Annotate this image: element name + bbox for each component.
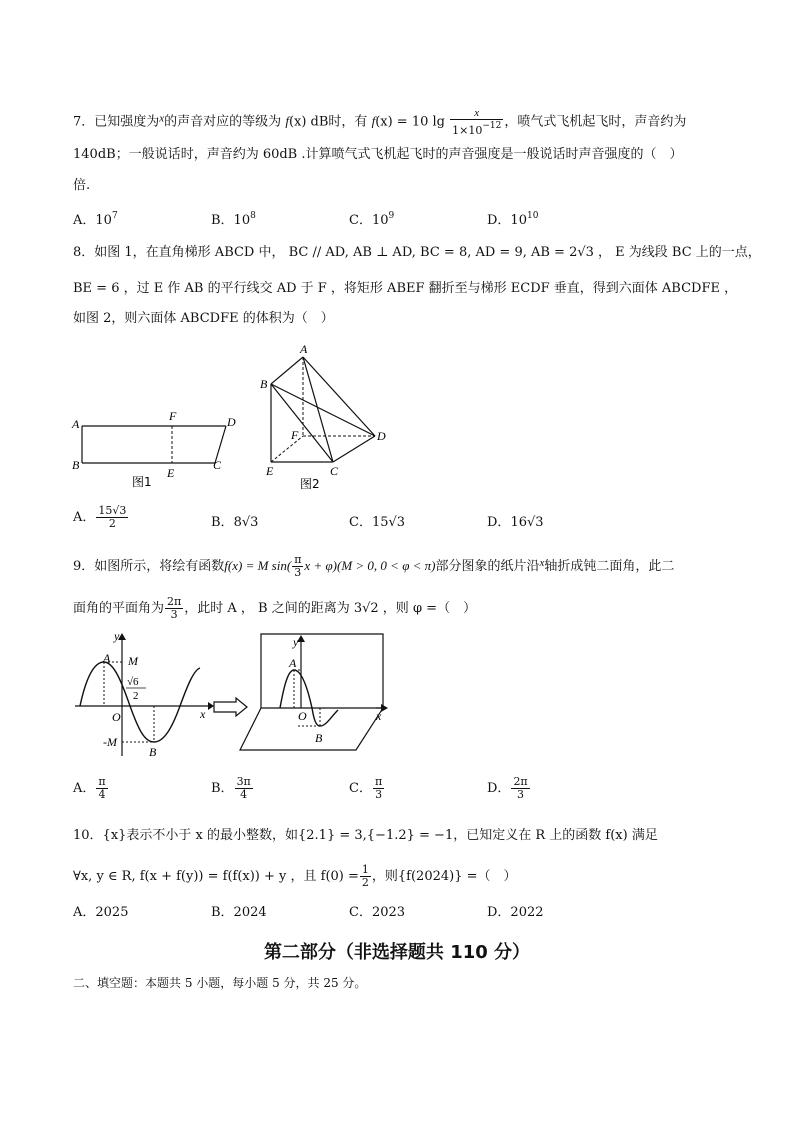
option-exp: 7 — [111, 211, 118, 221]
fig1-label-c: C — [213, 458, 222, 472]
frac-den: 3 — [170, 608, 178, 621]
option-label: A．10 — [73, 213, 112, 228]
fig1-label-a: A — [72, 417, 80, 431]
q7-frac-den: 1×10 — [452, 124, 483, 137]
option-value: 16√3 — [510, 515, 544, 530]
option-exp: 9 — [388, 211, 395, 221]
q7-fraction — [450, 107, 503, 137]
q9-text: 轴折成钝二面角，此二 — [544, 559, 675, 574]
fig1-label-f: F — [169, 409, 177, 423]
frac-den: 2 — [108, 517, 116, 530]
q10-option-b[interactable]: B．2024 — [211, 905, 267, 920]
q7-var: x — [159, 112, 165, 125]
frac-den: 3 — [375, 788, 383, 801]
fig2-label-a: A — [300, 342, 308, 356]
q9l-label-a: A — [103, 651, 111, 665]
q8-option-d[interactable] — [487, 513, 544, 533]
q8-option-a[interactable] — [73, 505, 129, 530]
frac-den: 3 — [517, 788, 525, 801]
option-value: 8√3 — [233, 515, 259, 530]
option-fraction — [373, 776, 384, 801]
q10-option-d[interactable]: D．2022 — [487, 905, 544, 920]
option-exp: 8 — [250, 211, 256, 221]
part2-subheading: 二、填空题：本题共 5 小题，每小题 5 分，共 25 分。 — [73, 976, 367, 990]
q9r-label-x: x — [376, 709, 382, 723]
q8-line1: 8．如图 1，在直角梯形 ABCD 中， BC // AD, AB ⊥ AD, BC = 8, AD = 9, AB = 2√3 ， E 为线段 BC 上的一点， — [73, 245, 761, 260]
option-fraction — [235, 776, 253, 801]
q9-text: 面角的平面角为 — [73, 601, 165, 616]
q8-figure-1 — [66, 400, 246, 495]
frac-den: 3 — [294, 566, 302, 579]
option-label: C．10 — [349, 213, 389, 228]
option-label: B． — [211, 781, 234, 796]
option-value: 15√3 — [371, 515, 406, 530]
q7-option-a[interactable] — [73, 206, 118, 231]
q10-option-c[interactable]: C．2023 — [349, 905, 406, 920]
q9-figure-right — [236, 630, 396, 755]
option-label: A． — [73, 781, 96, 796]
q9-text: ，此时 A ， B 之间的距离为 3√2 ，则 φ =（ ） — [184, 601, 477, 616]
q9l-label-o: O — [112, 710, 121, 724]
frac-num: 3π — [236, 775, 251, 788]
q7-frac-num: x — [450, 107, 503, 120]
option-label: B． — [211, 515, 234, 530]
q7-text: 的声音对应的等级为 — [164, 114, 282, 130]
q9l-label-y: y — [114, 629, 120, 643]
fig1-caption: 图1 — [132, 475, 152, 489]
q8-figure-2 — [255, 340, 395, 495]
fig2-label-e: E — [266, 464, 274, 478]
frac-den: 4 — [98, 788, 106, 801]
frac-num: 1 — [361, 863, 369, 876]
frac-den: 2 — [361, 876, 369, 889]
q9-option-d[interactable] — [487, 776, 531, 801]
q7-text: 7．已知强度为 — [73, 114, 160, 130]
frac-num: π — [294, 553, 302, 566]
q10-half — [360, 864, 371, 889]
fig2-label-b: B — [260, 377, 268, 391]
frac-num: π — [374, 775, 383, 788]
q7-option-c[interactable] — [349, 206, 394, 231]
option-label: C． — [349, 515, 372, 530]
q8-option-b[interactable] — [211, 513, 258, 533]
q7-option-b[interactable] — [211, 206, 256, 231]
q9l-label-2: 2 — [133, 690, 139, 702]
q7-frac-exp: −12 — [482, 121, 502, 131]
fig1-label-b: B — [72, 458, 80, 472]
q7-fx: f — [285, 113, 289, 129]
q7-fx: f — [371, 113, 376, 129]
q9-func: f(x) = M sin( — [224, 558, 292, 573]
fig2-label-d: D — [377, 429, 386, 443]
q10-line1: 10．{x}表示不小于 x 的最小整数，如{2.1} = 3,{−1.2} = −1，已知定义在 R 上的函数 f(x) 满足 — [73, 828, 658, 843]
q9-var: x — [539, 557, 545, 569]
q9l-label-b: B — [149, 745, 157, 759]
option-label: D． — [487, 515, 511, 530]
fig2-label-c: C — [330, 464, 339, 478]
option-label: B．10 — [211, 213, 251, 228]
q9-func: x + φ)(M > 0, 0 < φ < π) — [304, 558, 436, 573]
frac-num: 15√3 — [98, 504, 127, 517]
q9-line2 — [73, 596, 476, 621]
q9-angle-frac — [165, 596, 183, 621]
q9r-label-b: B — [315, 731, 323, 745]
frac-num: π — [98, 775, 106, 788]
q9-option-a[interactable] — [73, 776, 109, 801]
q7-line2: 140dB；一般说话时，声音约为 60dB .计算喷气式飞机起飞时的声音强度是一般说话时声音强度的（ ） — [73, 147, 683, 162]
q7-line1 — [73, 107, 686, 137]
q9l-label-m: M — [128, 654, 138, 668]
q8-option-c[interactable] — [349, 513, 405, 533]
part2-heading: 第二部分（非选择题共 110 分） — [263, 942, 531, 963]
q8-line3: 如图 2，则六面体 ABCDFE 的体积为（ ） — [73, 311, 334, 326]
option-label: D．10 — [487, 213, 527, 228]
q10-text: ∀x, y ∈ R, f(x + f(y)) = f(f(x)) + y ，且 f(0) = — [73, 869, 359, 884]
fig2-caption: 图2 — [300, 477, 320, 491]
frac-num: 2π — [513, 775, 528, 788]
q7-text: (x) dB时，有 — [288, 114, 368, 130]
q7-option-d[interactable] — [487, 206, 538, 231]
q9-frac — [292, 554, 303, 579]
q9r-label-y: y — [293, 635, 299, 649]
frac-num: 2π — [167, 595, 182, 608]
q9r-label-o: O — [298, 709, 307, 723]
q10-option-a[interactable]: A．2025 — [73, 905, 129, 920]
option-fraction — [96, 776, 107, 801]
q10-line2 — [73, 864, 517, 889]
q9-text: 部分图象的纸片沿 — [435, 559, 540, 574]
q7-line3: 倍. — [73, 178, 91, 193]
option-exp: 10 — [526, 211, 539, 221]
q9l-label-x: x — [200, 707, 206, 721]
q9-option-c[interactable] — [349, 776, 385, 801]
q9-text: 9．如图所示，将绘有函数 — [73, 559, 225, 574]
q9r-label-a: A — [289, 656, 297, 670]
q7-eq: (x) = 10 lg — [375, 114, 445, 130]
option-label: D． — [487, 781, 511, 796]
frac-den: 4 — [240, 788, 248, 801]
fig2-label-f: F — [291, 428, 299, 442]
option-fraction — [511, 776, 529, 801]
q9l-label-sqrt6: √6 — [127, 676, 139, 688]
q9l-label-negm: -M — [103, 735, 117, 749]
q7-text: ，喷气式飞机起飞时，声音约为 — [504, 114, 687, 130]
option-fraction — [96, 505, 128, 530]
q9-figure-left — [70, 628, 215, 763]
fig1-label-e: E — [167, 466, 175, 480]
fig1-label-d: D — [227, 415, 236, 429]
q9-option-b[interactable] — [211, 776, 254, 801]
q10-text: ，则{f(2024)} =（ ） — [371, 869, 517, 884]
q9-line1 — [73, 553, 674, 579]
q8-line2: BE = 6 ，过 E 作 AB 的平行线交 AD 于 F ，将矩形 ABEF 翻折至与梯形 ECDF 垂直，得到六面体 ABCDFE ， — [73, 281, 738, 296]
option-label: A． — [73, 510, 96, 525]
option-label: C． — [349, 781, 372, 796]
